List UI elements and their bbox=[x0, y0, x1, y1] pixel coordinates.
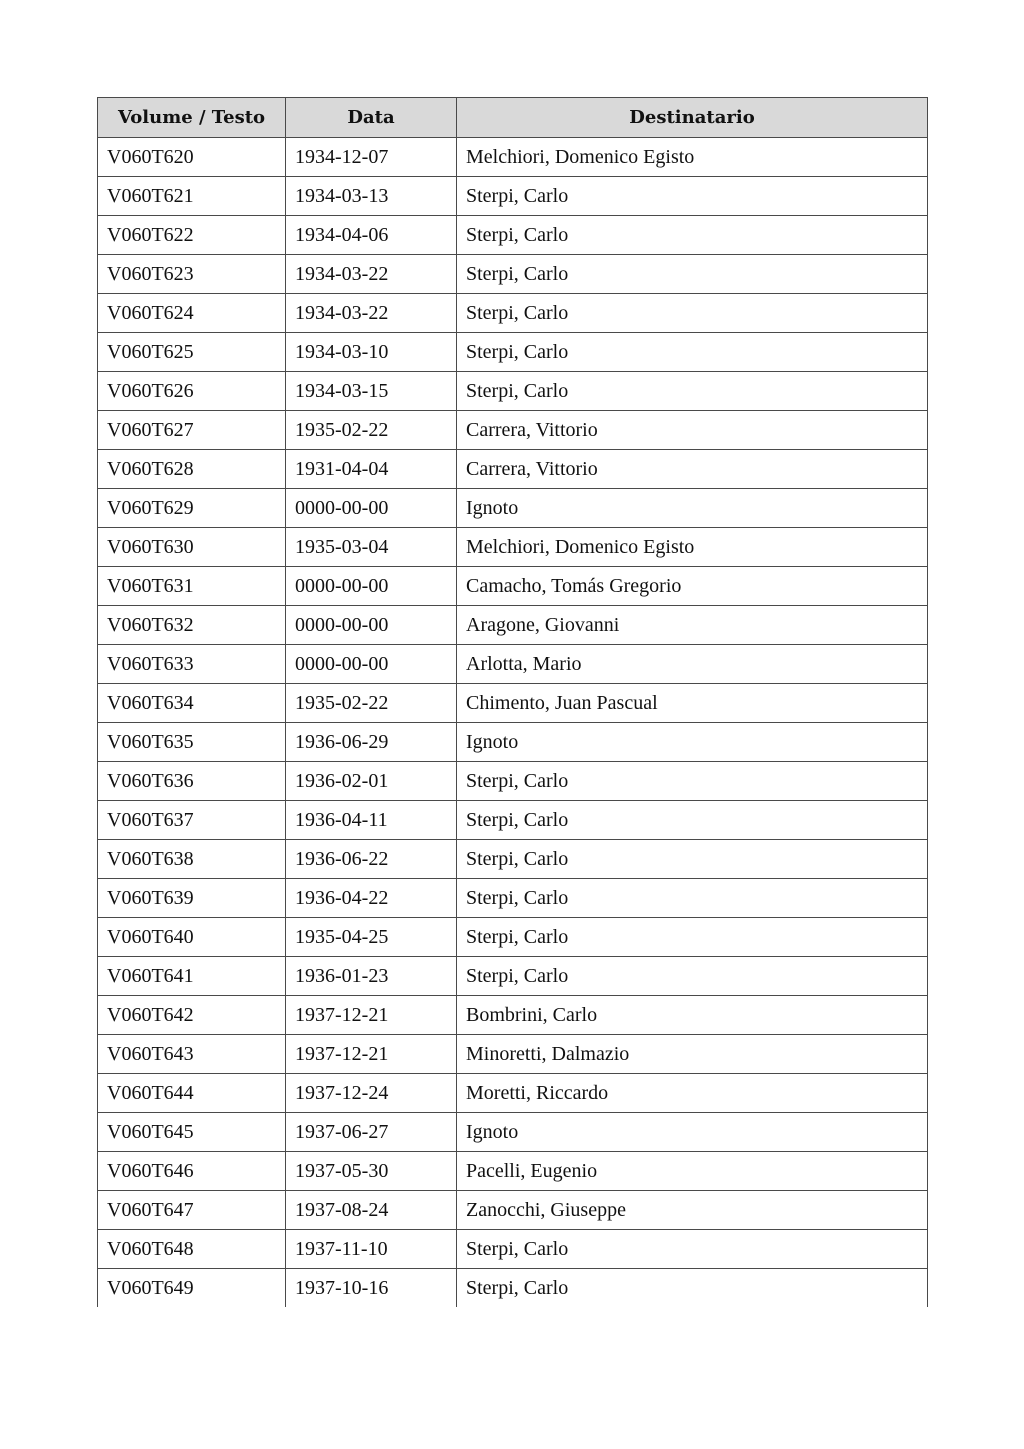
cell-volume-testo: V060T643 bbox=[98, 1035, 286, 1074]
cell-data: 1931-04-04 bbox=[286, 450, 457, 489]
cell-data: 1934-12-07 bbox=[286, 138, 457, 177]
cell-destinatario: Melchiori, Domenico Egisto bbox=[457, 528, 928, 567]
cell-destinatario: Sterpi, Carlo bbox=[457, 840, 928, 879]
table-row bbox=[98, 216, 928, 255]
cell-volume-testo: V060T641 bbox=[98, 957, 286, 996]
table-row bbox=[98, 801, 928, 840]
table-row bbox=[98, 372, 928, 411]
table-row bbox=[98, 879, 928, 918]
cell-data: 1935-04-25 bbox=[286, 918, 457, 957]
table-row bbox=[98, 1074, 928, 1113]
cell-destinatario: Minoretti, Dalmazio bbox=[457, 1035, 928, 1074]
cell-destinatario: Sterpi, Carlo bbox=[457, 372, 928, 411]
table-row bbox=[98, 411, 928, 450]
cell-data: 1937-11-10 bbox=[286, 1230, 457, 1269]
cell-data: 0000-00-00 bbox=[286, 645, 457, 684]
cell-volume-testo: V060T639 bbox=[98, 879, 286, 918]
cell-data: 1937-12-21 bbox=[286, 1035, 457, 1074]
cell-data: 1937-08-24 bbox=[286, 1191, 457, 1230]
cell-destinatario: Sterpi, Carlo bbox=[457, 957, 928, 996]
cell-data: 1937-12-24 bbox=[286, 1074, 457, 1113]
cell-destinatario: Sterpi, Carlo bbox=[457, 879, 928, 918]
cell-volume-testo: V060T637 bbox=[98, 801, 286, 840]
table-body bbox=[98, 138, 928, 1308]
cell-data: 1935-03-04 bbox=[286, 528, 457, 567]
cell-volume-testo: V060T628 bbox=[98, 450, 286, 489]
cell-destinatario: Melchiori, Domenico Egisto bbox=[457, 138, 928, 177]
header-row bbox=[98, 98, 928, 138]
table-row bbox=[98, 645, 928, 684]
table-row bbox=[98, 450, 928, 489]
cell-destinatario: Sterpi, Carlo bbox=[457, 1230, 928, 1269]
cell-data: 1936-06-22 bbox=[286, 840, 457, 879]
cell-volume-testo: V060T630 bbox=[98, 528, 286, 567]
table-row bbox=[98, 489, 928, 528]
table-row bbox=[98, 333, 928, 372]
cell-volume-testo: V060T647 bbox=[98, 1191, 286, 1230]
table-row bbox=[98, 294, 928, 333]
cell-volume-testo: V060T623 bbox=[98, 255, 286, 294]
table-row bbox=[98, 1269, 928, 1308]
cell-data: 0000-00-00 bbox=[286, 489, 457, 528]
cell-destinatario: Sterpi, Carlo bbox=[457, 294, 928, 333]
table-row bbox=[98, 840, 928, 879]
cell-destinatario: Moretti, Riccardo bbox=[457, 1074, 928, 1113]
cell-destinatario: Pacelli, Eugenio bbox=[457, 1152, 928, 1191]
cell-destinatario: Arlotta, Mario bbox=[457, 645, 928, 684]
cell-volume-testo: V060T645 bbox=[98, 1113, 286, 1152]
header-volume-testo: Volume / Testo bbox=[98, 98, 286, 138]
cell-volume-testo: V060T644 bbox=[98, 1074, 286, 1113]
cell-destinatario: Ignoto bbox=[457, 723, 928, 762]
cell-volume-testo: V060T631 bbox=[98, 567, 286, 606]
cell-data: 1937-06-27 bbox=[286, 1113, 457, 1152]
cell-data: 1934-03-10 bbox=[286, 333, 457, 372]
cell-data: 1936-04-11 bbox=[286, 801, 457, 840]
header-destinatario: Destinatario bbox=[457, 98, 928, 138]
table-row bbox=[98, 1113, 928, 1152]
cell-destinatario: Zanocchi, Giuseppe bbox=[457, 1191, 928, 1230]
table-row bbox=[98, 918, 928, 957]
cell-data: 1936-02-01 bbox=[286, 762, 457, 801]
cell-data: 1935-02-22 bbox=[286, 411, 457, 450]
table-row bbox=[98, 1035, 928, 1074]
cell-volume-testo: V060T626 bbox=[98, 372, 286, 411]
cell-destinatario: Camacho, Tomás Gregorio bbox=[457, 567, 928, 606]
cell-destinatario: Sterpi, Carlo bbox=[457, 216, 928, 255]
table-row bbox=[98, 996, 928, 1035]
cell-destinatario: Bombrini, Carlo bbox=[457, 996, 928, 1035]
cell-destinatario: Chimento, Juan Pascual bbox=[457, 684, 928, 723]
table-row bbox=[98, 1152, 928, 1191]
cell-volume-testo: V060T634 bbox=[98, 684, 286, 723]
table-row bbox=[98, 723, 928, 762]
cell-destinatario: Sterpi, Carlo bbox=[457, 918, 928, 957]
cell-destinatario: Ignoto bbox=[457, 1113, 928, 1152]
cell-data: 0000-00-00 bbox=[286, 606, 457, 645]
cell-volume-testo: V060T627 bbox=[98, 411, 286, 450]
table-header bbox=[98, 98, 928, 138]
cell-data: 1934-03-22 bbox=[286, 255, 457, 294]
cell-destinatario: Sterpi, Carlo bbox=[457, 801, 928, 840]
table-row bbox=[98, 957, 928, 996]
cell-destinatario: Sterpi, Carlo bbox=[457, 255, 928, 294]
cell-volume-testo: V060T622 bbox=[98, 216, 286, 255]
cell-volume-testo: V060T629 bbox=[98, 489, 286, 528]
cell-data: 1934-03-22 bbox=[286, 294, 457, 333]
cell-volume-testo: V060T636 bbox=[98, 762, 286, 801]
cell-data: 0000-00-00 bbox=[286, 567, 457, 606]
cell-volume-testo: V060T620 bbox=[98, 138, 286, 177]
cell-volume-testo: V060T649 bbox=[98, 1269, 286, 1308]
cell-volume-testo: V060T632 bbox=[98, 606, 286, 645]
cell-volume-testo: V060T642 bbox=[98, 996, 286, 1035]
table-row bbox=[98, 1191, 928, 1230]
cell-data: 1936-04-22 bbox=[286, 879, 457, 918]
table-row bbox=[98, 762, 928, 801]
cell-volume-testo: V060T648 bbox=[98, 1230, 286, 1269]
cell-volume-testo: V060T635 bbox=[98, 723, 286, 762]
cell-destinatario: Aragone, Giovanni bbox=[457, 606, 928, 645]
cell-volume-testo: V060T621 bbox=[98, 177, 286, 216]
cell-data: 1934-03-15 bbox=[286, 372, 457, 411]
cell-data: 1935-02-22 bbox=[286, 684, 457, 723]
header-data: Data bbox=[286, 98, 457, 138]
cell-destinatario: Sterpi, Carlo bbox=[457, 333, 928, 372]
cell-data: 1936-01-23 bbox=[286, 957, 457, 996]
cell-destinatario: Ignoto bbox=[457, 489, 928, 528]
table-row bbox=[98, 1230, 928, 1269]
cell-data: 1934-03-13 bbox=[286, 177, 457, 216]
cell-volume-testo: V060T646 bbox=[98, 1152, 286, 1191]
cell-volume-testo: V060T640 bbox=[98, 918, 286, 957]
cell-data: 1937-12-21 bbox=[286, 996, 457, 1035]
cell-volume-testo: V060T625 bbox=[98, 333, 286, 372]
table-row bbox=[98, 528, 928, 567]
cell-destinatario: Carrera, Vittorio bbox=[457, 450, 928, 489]
table-row bbox=[98, 255, 928, 294]
cell-destinatario: Sterpi, Carlo bbox=[457, 762, 928, 801]
cell-destinatario: Sterpi, Carlo bbox=[457, 177, 928, 216]
cell-volume-testo: V060T638 bbox=[98, 840, 286, 879]
cell-data: 1937-05-30 bbox=[286, 1152, 457, 1191]
cell-destinatario: Sterpi, Carlo bbox=[457, 1269, 928, 1308]
cell-data: 1936-06-29 bbox=[286, 723, 457, 762]
cell-volume-testo: V060T624 bbox=[98, 294, 286, 333]
cell-volume-testo: V060T633 bbox=[98, 645, 286, 684]
table-row bbox=[98, 567, 928, 606]
cell-data: 1934-04-06 bbox=[286, 216, 457, 255]
table-row bbox=[98, 684, 928, 723]
table-row bbox=[98, 138, 928, 177]
table-row bbox=[98, 606, 928, 645]
letters-table bbox=[97, 97, 928, 1307]
cell-destinatario: Carrera, Vittorio bbox=[457, 411, 928, 450]
cell-data: 1937-10-16 bbox=[286, 1269, 457, 1308]
table-row bbox=[98, 177, 928, 216]
